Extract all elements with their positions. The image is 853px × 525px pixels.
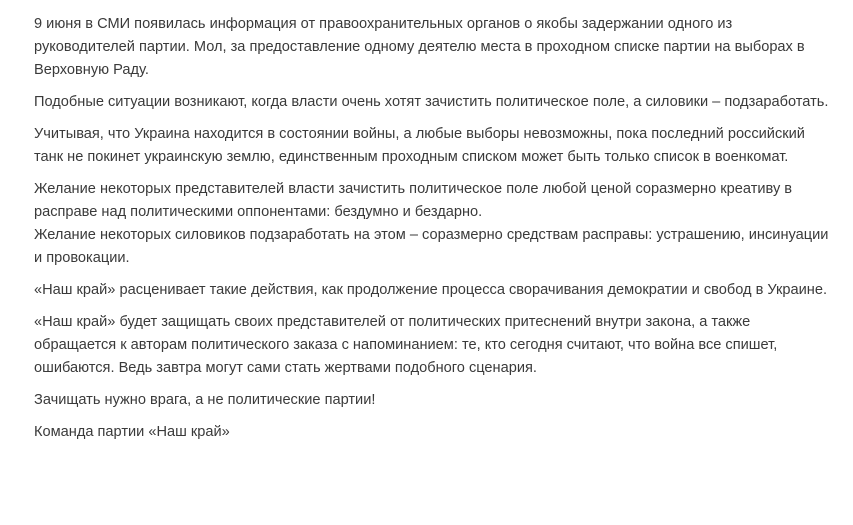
article-body	[34, 13, 834, 453]
paragraph-detention-report: 9 июня в СМИ появилась информация от правоохранительных органов о якобы задержании одного из руководителей партии. Мол, за предоставление одному деятелю места в проходном списке партии на выборах в Верховную Раду.	[34, 16, 805, 78]
paragraph-desire-of-authorities: Желание некоторых представителей власти зачистить политическое поле любой ценой соразмерно креативу в расправе над политическими оппонентами: бездумно и бездарно. Желание некоторых силовиков подзаработать на этом – соразмерно средствам расправы: устрашению, инсинуации и провокации.	[34, 181, 829, 266]
paragraph-situations: Подобные ситуации возникают, когда власти очень хотят зачистить политическое поле, а силовики – подзаработать.	[34, 94, 829, 110]
paragraph-protection: «Наш край» будет защищать своих представителей от политических притеснений внутри закона, а также обращается к авторам политического заказа с напоминанием: те, кто сегодня считают, что война все спишет, ошибаются. Ведь завтра могут сами стать жертвами подобного сценария.	[34, 314, 778, 376]
paragraph-signature: Команда партии «Наш край»	[34, 424, 230, 440]
paragraph-democracy: «Наш край» расценивает такие действия, как продолжение процесса сворачивания демократии и свобод в Украине.	[34, 282, 828, 298]
paragraph-slogan: Зачищать нужно врага, а не политические партии!	[34, 392, 376, 408]
paragraph-war-context: Учитывая, что Украина находится в состоянии войны, а любые выборы невозможны, пока последний российский танк не покинет украинскую землю, единственным проходным списком может быть только список в военкомат.	[34, 126, 805, 165]
